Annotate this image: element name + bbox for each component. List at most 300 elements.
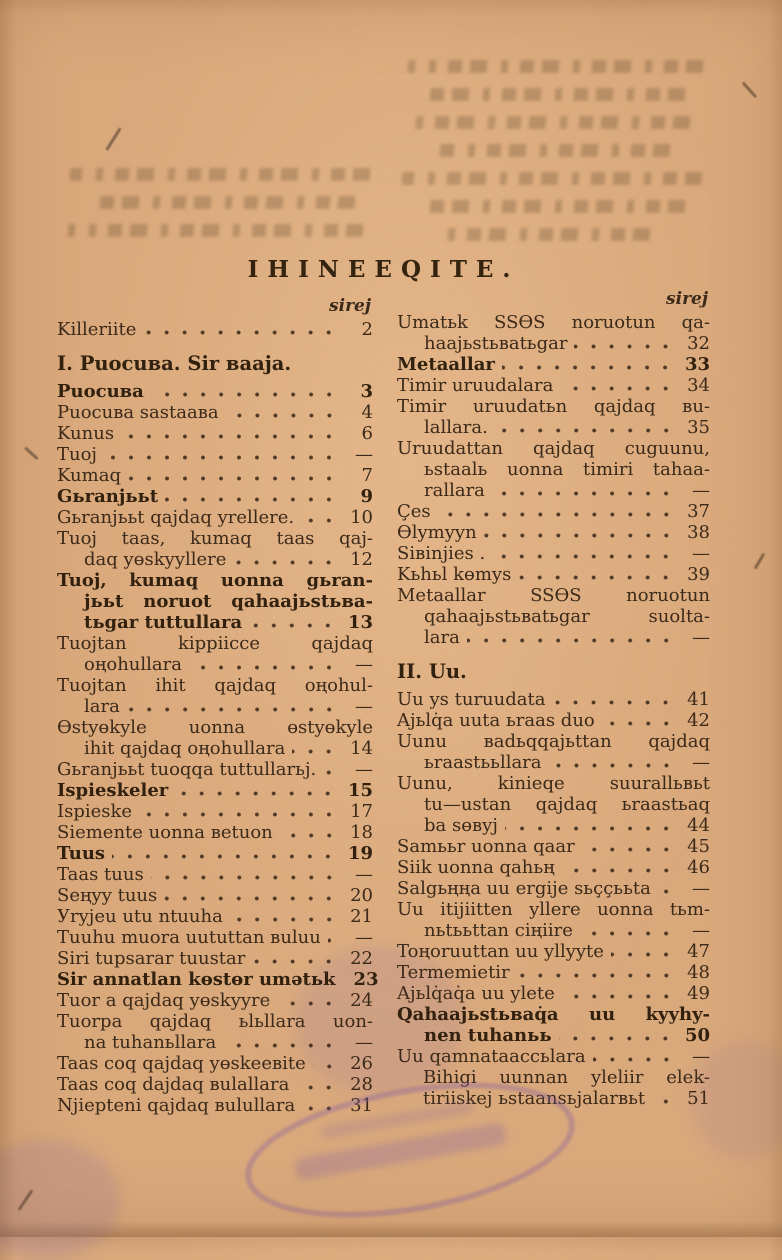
toc-entry-text: Termemietir (397, 962, 510, 983)
dot-leader (492, 490, 681, 497)
toc-entry-text: lallara. (424, 417, 488, 438)
toc-page-number: 28 (350, 1074, 373, 1095)
toc-entry-text: tu—ustan qajdaq ьraastьaq (424, 794, 710, 815)
toc-page-number: 20 (350, 885, 373, 906)
toc-entry (397, 375, 710, 396)
toc-entry (57, 717, 373, 759)
toc-entry-text: Qahaajьstьʙaq̇a uu kyyhy- (397, 1004, 710, 1025)
toc-entry-line (57, 969, 379, 990)
toc-entry-line (57, 822, 373, 843)
toc-entry-text: Ajьlq̇aq̇a uu ylete (397, 983, 555, 1004)
toc-entry-text: Salgьңңa uu ergije sьççььta (397, 878, 651, 899)
toc-entry (397, 312, 710, 354)
toc-entry-line (397, 920, 710, 941)
toc-entry-text: Tuoj, kumaq uonna gьran- (57, 570, 373, 591)
toc-entry-text: Gьranjььt qajdaq yrellere. (57, 507, 295, 528)
pencil-mark (754, 553, 765, 570)
toc-entry (57, 885, 373, 906)
toc-entry-text: Tuoj taas, kumaq taas qaj- (57, 528, 373, 549)
toc-entry-text: tiriiskej ьstaansьjalarʙьt (423, 1088, 646, 1109)
toc-entry-line (397, 1025, 710, 1046)
dot-leader (104, 454, 344, 461)
dot-leader (574, 343, 681, 350)
toc-entry-text: na tuhanьllara (84, 1032, 217, 1053)
toc-page-number: — (355, 1032, 373, 1053)
toc-entry (57, 675, 373, 717)
toc-entry (397, 689, 710, 710)
toc-entry-line (57, 864, 373, 885)
dot-leader (328, 937, 344, 944)
toc-entry-text: ba sөʙyj (424, 815, 498, 836)
toc-entry-text: Taas coq dajdaq ʙulallara (57, 1074, 290, 1095)
toc-page-number: 50 (684, 1025, 710, 1046)
dot-leader (121, 433, 344, 440)
toc-entry-text: oңohullara (84, 654, 182, 675)
dot-leader (143, 329, 344, 336)
toc-entry-line (397, 522, 710, 543)
toc-entry-line (397, 857, 710, 878)
toc-entry (397, 710, 710, 731)
dot-leader (502, 364, 680, 371)
toc-page-number: 3 (360, 381, 373, 402)
toc-page-number: 15 (347, 780, 373, 801)
bleedthrough-line (440, 144, 671, 157)
toc-entry-text: Samььr uonna qaar (397, 836, 575, 857)
toc-entry-text: Uu ys turuudata (397, 689, 546, 710)
toc-entry-line (57, 927, 373, 948)
toc-entry-text: Sir annatlan kөstөr umətьk (57, 969, 336, 990)
toc-entry (397, 396, 710, 438)
dot-leader (552, 699, 681, 706)
toc-page-number: 38 (687, 522, 710, 543)
toc-entry (57, 1053, 373, 1074)
toc-page-number: 18 (350, 822, 373, 843)
toc-entry-text: Siʙinjies . (397, 543, 486, 564)
toc-entry-line (397, 731, 710, 752)
dot-leader (560, 385, 681, 392)
toc-entry-line (57, 612, 373, 633)
toc-entry (397, 731, 710, 773)
bleedthrough-line (430, 88, 686, 101)
toc-entry-line (57, 696, 373, 717)
toc-entry (397, 878, 710, 899)
toc-page-number: 6 (361, 423, 373, 444)
toc-entry-line (397, 710, 710, 731)
toc-page-number: 23 (353, 969, 379, 990)
toc-entry-line (57, 1074, 373, 1095)
toc-entry (397, 983, 710, 1004)
toc-entry-line (397, 878, 710, 899)
dot-leader (518, 574, 681, 581)
toc-page-number: 39 (687, 564, 710, 585)
toc-entry-text: Metaallar SSӨS noruotun (397, 585, 710, 606)
toc-entry-line (57, 465, 373, 486)
toc-entry-line (397, 941, 710, 962)
toc-entry-line (57, 759, 373, 780)
toc-page-number: 48 (687, 962, 710, 983)
toc-entry-text: jььt noruot qahaajьstьʙa- (84, 591, 373, 612)
toc-page-number: 32 (687, 333, 710, 354)
toc-page-number: 41 (687, 689, 710, 710)
dot-leader (230, 916, 344, 923)
toc-entry-text: ьstaalь uonna timiri tahaa- (424, 459, 710, 480)
dot-leader (164, 895, 344, 902)
toc-entry (397, 1004, 710, 1046)
toc-entry-line (57, 591, 373, 612)
toc-entry-line (397, 836, 710, 857)
toc-page-number: — (355, 759, 373, 780)
toc-entry-text: Siik uonna qahьң (397, 857, 555, 878)
toc-page-number: 17 (350, 801, 373, 822)
toc-entry-line (397, 417, 710, 438)
toc-entry-text: Killeriite (57, 319, 137, 340)
dot-leader (505, 825, 681, 832)
toc-entry-line (57, 1011, 373, 1032)
toc-entry-line (397, 375, 710, 396)
toc-column-right (397, 289, 710, 1109)
ink-smudge (0, 1140, 120, 1260)
dot-leader (602, 720, 681, 727)
toc-entry-text: Uu qamnataaccьlara (397, 1046, 586, 1067)
toc-entry-line (397, 689, 710, 710)
toc-page-number: 22 (350, 948, 373, 969)
dot-leader (517, 972, 681, 979)
toc-page-number: 51 (687, 1088, 710, 1109)
toc-entry-text: Tuus (57, 843, 106, 864)
toc-page-number: 44 (687, 815, 710, 836)
pencil-mark (105, 127, 121, 150)
toc-entry-line (57, 486, 373, 507)
toc-entry (57, 528, 373, 570)
toc-entry-line (397, 1046, 710, 1067)
toc-entry-line (57, 402, 373, 423)
toc-entry-text: Ispieskeler (57, 780, 169, 801)
toc-entry (57, 843, 373, 864)
dot-leader (296, 1084, 344, 1091)
toc-entry-line (57, 654, 373, 675)
toc-entry-line (397, 459, 710, 480)
toc-entry-line (57, 675, 373, 696)
toc-entry-text: Njiepteni qajdaq ʙulullara (57, 1095, 296, 1116)
toc-entry-text: lara (84, 696, 120, 717)
toc-page-number: 9 (360, 486, 373, 507)
toc-entry-line (397, 899, 710, 920)
section-heading: I. Puocuʙa. Sir ʙaaja. (57, 352, 292, 375)
toc-page-number: — (692, 920, 710, 941)
toc-entry (57, 801, 373, 822)
toc-entry (397, 857, 710, 878)
bleedthrough-line (408, 60, 704, 73)
toc-entry-line (57, 549, 373, 570)
toc-page-number: 24 (350, 990, 373, 1011)
toc-entry (57, 319, 373, 340)
toc-page-number: 4 (361, 402, 373, 423)
toc-entry (397, 585, 710, 648)
toc-page-number: 46 (687, 857, 710, 878)
toc-entry-text: Taas coq qajdaq yөskeeʙite (57, 1053, 306, 1074)
toc-entry (57, 423, 373, 444)
dot-leader (652, 1098, 681, 1105)
toc-page-number: 10 (350, 507, 373, 528)
toc-page-number: — (355, 444, 373, 465)
toc-entry-text: daq yөskyyllere (84, 549, 227, 570)
toc-entry-text: Kunus (57, 423, 115, 444)
toc-entry-line (397, 962, 710, 983)
toc-entry (57, 969, 379, 990)
toc-entry-text: Ispieske (57, 801, 133, 822)
toc-entry-line (57, 319, 373, 340)
dot-leader (189, 664, 344, 671)
toc-entry (57, 486, 373, 507)
toc-entry-line (57, 843, 373, 864)
toc-entry (57, 465, 373, 486)
toc-page-number: — (355, 927, 373, 948)
toc-entry-line (57, 1032, 373, 1053)
toc-entry-line (57, 906, 373, 927)
dot-leader (233, 559, 344, 566)
toc-entry-line (57, 528, 373, 549)
column-page-label: sirej (329, 296, 371, 316)
toc-entry-line (57, 990, 373, 1011)
toc-entry-text: Bihigi uunnan yleliir elek- (423, 1067, 710, 1088)
toc-entry-text: Puocuʙa sastaaʙa (57, 402, 219, 423)
dot-leader (249, 622, 343, 629)
dot-leader (611, 951, 681, 958)
toc-entry-line (57, 801, 373, 822)
dot-leader (301, 517, 344, 524)
dot-leader (280, 832, 344, 839)
toc-page-number: 19 (347, 843, 373, 864)
toc-entry-text: Tuor a qajdaq yөskyyre (57, 990, 271, 1011)
dot-leader (252, 958, 344, 965)
toc-entry-line (397, 983, 710, 1004)
toc-entry-line (57, 423, 373, 444)
toc-entry (397, 438, 710, 501)
toc-entry-text: Uunu ʙadьqqajьttan qajdaq (397, 731, 710, 752)
toc-page-number: — (355, 696, 373, 717)
toc-entry (397, 354, 710, 375)
toc-entry (397, 836, 710, 857)
dot-leader (112, 853, 343, 860)
section-heading: II. Uu. (397, 660, 467, 683)
toc-entry (57, 570, 373, 633)
toc-entry-text: Timir uruudalara (397, 375, 554, 396)
toc-page-number: 14 (350, 738, 373, 759)
toc-page-number: — (692, 543, 710, 564)
bleedthrough-line (445, 228, 651, 241)
toc-page-number: 13 (347, 612, 373, 633)
toc-entry-line (57, 1053, 373, 1074)
toc-page-number: 12 (350, 549, 373, 570)
dot-leader (562, 867, 681, 874)
toc-page-number: — (355, 864, 373, 885)
toc-page-number: 49 (687, 983, 710, 1004)
toc-entry-text: Ajьlq̇a uuta ьraas duo (397, 710, 595, 731)
dot-leader (580, 930, 681, 937)
toc-entry-text: Timir uruudatьn qajdaq ʙu- (397, 396, 710, 417)
toc-page-number: — (355, 654, 373, 675)
toc-entry-text: tьgar tuttullara (84, 612, 243, 633)
toc-entry-line (397, 1004, 710, 1025)
toc-entry-line (397, 543, 710, 564)
toc-entry-text: Çes (397, 501, 431, 522)
toc-entry-text: Kьhьl kөmys (397, 564, 512, 585)
toc-entry-text: Umatьk SSӨS noruotun qa- (397, 312, 710, 333)
toc-page-number: — (692, 752, 710, 773)
toc-entry-text: Taas tuus (57, 864, 144, 885)
toc-entry (57, 822, 373, 843)
toc-entry-line (57, 507, 373, 528)
dot-leader (175, 790, 343, 797)
dot-leader (292, 748, 344, 755)
dot-leader (226, 412, 344, 419)
toc-entry-text: Kumaq (57, 465, 121, 486)
toc-entry-text: Toңoruuttan uu yllyyte (397, 941, 604, 962)
toc-entry-text: Uu itijiitten yllere uonna tьm- (397, 899, 710, 920)
bleedthrough-line (68, 224, 364, 237)
toc-entry (57, 444, 373, 465)
toc-entry-text: Уryjeu utu ntuuha (57, 906, 223, 927)
toc-entry-text: Tuojtan kippiicce qajdaq (57, 633, 373, 654)
toc-entry (397, 962, 710, 983)
toc-page-number: 2 (361, 319, 373, 340)
dot-leader (151, 391, 344, 398)
toc-entry-line (57, 948, 373, 969)
dot-leader (151, 874, 344, 881)
toc-entry-text: ьraastььllara (424, 752, 542, 773)
bleedthrough-line (402, 172, 703, 185)
toc-entry (397, 522, 710, 543)
toc-entry (397, 501, 710, 522)
toc-page-number: 45 (687, 836, 710, 857)
toc-page-number: 31 (350, 1095, 373, 1116)
toc-entry-text: Tuojtan ihit qajdaq oңohul- (57, 675, 373, 696)
toc-page-number: 33 (684, 354, 710, 375)
dot-leader (323, 769, 344, 776)
toc-entry-text: rallara (424, 480, 485, 501)
toc-entry-line (397, 606, 710, 627)
toc-entry-line (397, 396, 710, 417)
toc-page-number: 26 (350, 1053, 373, 1074)
toc-entry (57, 780, 373, 801)
toc-entry-line (57, 717, 373, 738)
toc-entry-text: Seңyy tuus (57, 885, 158, 906)
toc-entry-line (57, 738, 373, 759)
dot-leader (593, 1056, 681, 1063)
dot-leader (277, 1000, 344, 1007)
dot-leader (562, 993, 681, 1000)
bleedthrough-line (95, 196, 356, 209)
toc-entry-text: Siemente uonna ʙetuon (57, 822, 273, 843)
toc-page-number: 34 (687, 375, 710, 396)
toc-entry (57, 402, 373, 423)
bleedthrough-line (405, 116, 691, 129)
toc-entry-line (57, 570, 373, 591)
toc-entry-line (397, 752, 710, 773)
toc-entry (57, 381, 373, 402)
toc-entry (397, 564, 710, 585)
dot-leader (484, 532, 681, 539)
toc-page-number: 47 (687, 941, 710, 962)
toc-entry-text: Uunu, kinieqe suurallьʙьt (397, 773, 710, 794)
toc-entry-line (397, 312, 710, 333)
toc-page-number: — (692, 480, 710, 501)
dot-leader (492, 553, 681, 560)
dot-leader (127, 706, 344, 713)
dot-leader (165, 496, 344, 503)
dot-leader (467, 637, 681, 644)
toc-entry-text: Tuorpa qajdaq ьlьllara uon- (57, 1011, 373, 1032)
toc-entry-line (57, 885, 373, 906)
toc-entry (57, 990, 373, 1011)
toc-entry-text: Gьranjььt tuoqqa tuttullarьj. (57, 759, 317, 780)
pencil-mark (742, 82, 757, 99)
toc-entry-line (397, 501, 710, 522)
toc-entry (397, 899, 710, 941)
toc-page-number: — (692, 878, 710, 899)
toc-entry-line (397, 354, 710, 375)
toc-entry-text: Tuuhu muora uututtan ʙuluu (57, 927, 321, 948)
toc-page-number: 37 (687, 501, 710, 522)
toc-entry-line (397, 585, 710, 606)
toc-entry-line (397, 773, 710, 794)
toc-entry-text: Өstyөkyle uonna өstyөkyle (57, 717, 373, 738)
dot-leader (139, 811, 344, 818)
toc-entry (57, 906, 373, 927)
toc-entry-text: Gьranjььt (57, 486, 159, 507)
dot-leader (559, 1035, 680, 1042)
dot-leader (438, 511, 681, 518)
toc-entry-text: Siri tupsarar tuustar (57, 948, 246, 969)
toc-entry-line (397, 480, 710, 501)
toc-entry (57, 507, 373, 528)
toc-entry-text: ihit qajdaq oңohullara (84, 738, 286, 759)
toc-entry-text: Tuoj (57, 444, 98, 465)
toc-entry (397, 941, 710, 962)
toc-entry-line (397, 815, 710, 836)
dot-leader (549, 762, 681, 769)
dot-leader (223, 1042, 344, 1049)
toc-entry-line (397, 438, 710, 459)
toc-entry (57, 759, 373, 780)
toc-entry (57, 633, 373, 675)
toc-entry-line (57, 444, 373, 465)
toc-column-left (57, 296, 379, 1116)
dot-leader (658, 888, 681, 895)
toc-entry-text: qahaajьstьʙatьgar suolta- (424, 606, 710, 627)
toc-page-number: 42 (687, 710, 710, 731)
toc-entry-line (397, 627, 710, 648)
toc-entry-text: lara (424, 627, 460, 648)
toc-entry (397, 773, 710, 836)
toc-page-number: 7 (361, 465, 373, 486)
toc-entry-line (57, 780, 373, 801)
dot-leader (495, 427, 681, 434)
toc-entry-text: haajьstьʙatьgar (424, 333, 568, 354)
toc-entry-text: nьtььttan ciңiire (424, 920, 573, 941)
toc-entry (57, 1011, 373, 1053)
toc-entry (57, 864, 373, 885)
toc-entry-text: Metaallar (397, 354, 495, 375)
toc-entry-line (397, 333, 710, 354)
dot-leader (313, 1063, 344, 1070)
toc-entry-line (397, 564, 710, 585)
dot-leader (582, 846, 681, 853)
toc-entry (57, 927, 373, 948)
pencil-mark (24, 447, 38, 460)
toc-entry-text: nen tuhanьь (424, 1025, 552, 1046)
toc-entry-text: Өlymyyn (397, 522, 477, 543)
